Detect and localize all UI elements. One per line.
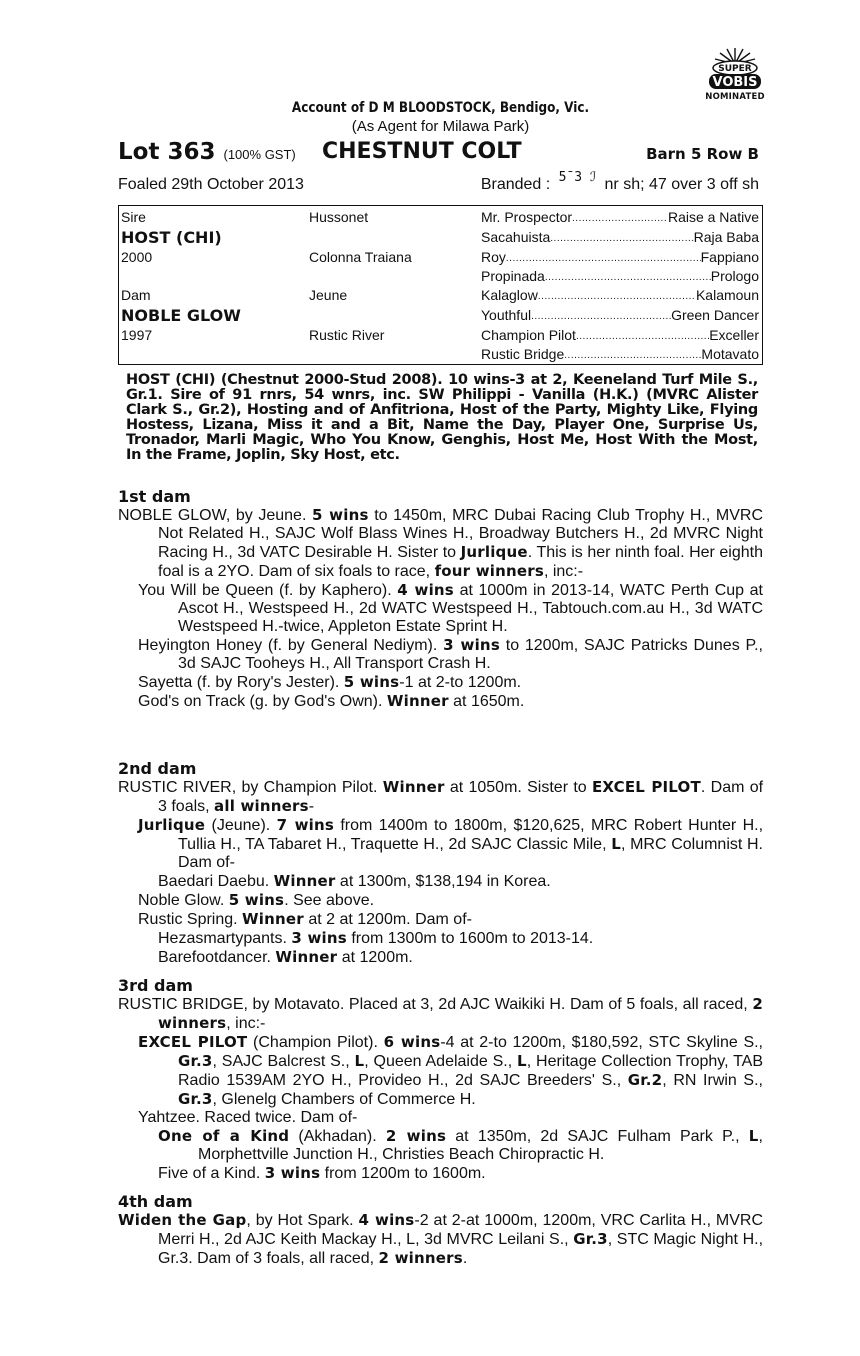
svg-text:SUPER: SUPER — [718, 64, 752, 74]
progeny-entry: Heyington Honey (f. by General Nediym). 3 wins to 1200m, SAJC Patricks Dunes P., 3d SAJC Tooheys H., All Transport Crash H. — [138, 636, 763, 672]
pedigree-g3-row: Rustic Bridge ..... Motavato — [481, 346, 759, 362]
super-vobis-logo — [700, 46, 770, 108]
dam-year: 1997 — [121, 327, 153, 343]
progeny-entry: Rustic Spring. Winner at 2 at 1200m. Dam of- — [138, 910, 472, 928]
third-dam-section — [118, 977, 763, 1183]
progeny-entry: Five of a Kind. 3 wins from 1200m to 1600m. — [158, 1164, 486, 1182]
dam-entry: NOBLE GLOW, by Jeune. 5 wins to 1450m, MRC Dubai Racing Club Trophy H., MVRC Not Related H., SAJC Wolf Blass Wines H., Broadway Butchers H., 2d MVRC Night Racing H., 3d VATC Desirable H. Sister to Jurlique. This is her ninth foal. Her eighth foal is a 2YO. Dam of six foals to race, four winners, inc:- — [118, 506, 763, 580]
pedigree-g3-row: Mr. Prospector ..... Raise a Native — [481, 209, 759, 225]
pedigree-g3-row: Sacahuista ..... Raja Baba — [481, 229, 759, 245]
pedigree-g3-row: Roy ..... Fappiano — [481, 249, 759, 265]
progeny-entry: EXCEL PILOT (Champion Pilot). 6 wins-4 at 2-to 1200m, $180,592, STC Skyline S., Gr.3, SAJC Balcrest S., L, Queen Adelaide S., L, Heritage Collection Trophy, TAB Radio 1539AM 2YO H., Provideo H., 2d SAJC Breeders' S., Gr.2, RN Irwin S., Gr.3, Glenelg Chambers of Commerce H. — [138, 1033, 764, 1108]
section-heading: 4th dam — [118, 1192, 193, 1211]
section-heading: 1st dam — [118, 487, 191, 506]
foaled-date: Foaled 29th October 2013 — [118, 176, 304, 193]
dam-name: NOBLE GLOW — [121, 306, 241, 325]
grandsire-sire: Hussonet — [309, 209, 369, 225]
progeny-entry: Yahtzee. Raced twice. Dam of- — [138, 1109, 358, 1126]
sire-label: Sire — [121, 209, 146, 225]
pedigree-g3-row: Propinada ..... Prologo — [481, 268, 759, 284]
vendor-agent: (As Agent for Milawa Park) — [351, 118, 530, 135]
progeny-entry: Hezasmartypants. 3 wins from 1300m to 1600m to 2013-14. — [158, 929, 594, 947]
sex-colour: CHESTNUT COLT — [322, 139, 522, 164]
granddam-dam: Rustic River — [309, 327, 385, 343]
section-heading: 3rd dam — [118, 976, 193, 995]
second-dam-section — [118, 760, 763, 967]
fourth-dam-section — [118, 1193, 763, 1268]
sire-name: HOST (CHI) — [121, 228, 222, 247]
progeny-entry: God's on Track (g. by God's Own). Winner at 1650m. — [138, 692, 525, 710]
vendor-account: Account of D M BLOODSTOCK, Bendigo, Vic. — [291, 100, 590, 116]
progeny-entry: Sayetta (f. by Rory's Jester). 5 wins-1 at 2-to 1200m. — [138, 673, 522, 691]
grandsire-dam: Jeune — [309, 287, 348, 303]
brand-mark: 5̄ 3 ℐ — [558, 170, 597, 185]
dam-entry: RUSTIC BRIDGE, by Motavato. Placed at 3, 2d AJC Waikiki H. Dam of 5 foals, all raced, 2 winners, inc:- — [118, 995, 763, 1032]
progeny-entry: Jurlique (Jeune). 7 wins from 1400m to 1800m, $120,625, MRC Robert Hunter H., Tullia H., TA Tabaret H., Traquette H., 2d SAJC Classic Mile, L, MRC Columnist H. Dam of- — [138, 816, 764, 871]
barn-location: Barn 5 Row B — [646, 145, 759, 163]
pedigree-g3-row: Youthful ..... Green Dancer — [481, 307, 759, 323]
progeny-entry: One of a Kind (Akhadan). 2 wins at 1350m, 2d SAJC Fulham Park P., L, Morphettville Junction H., Christies Beach Chiropractic H. — [158, 1127, 763, 1163]
progeny-entry: Noble Glow. 5 wins. See above. — [138, 891, 375, 909]
pedigree-g3-row: Champion Pilot ..... Exceller — [481, 327, 759, 343]
progeny-entry: Baedari Daebu. Winner at 1300m, $138,194 in Korea. — [158, 872, 551, 890]
progeny-entry: You Will be Queen (f. by Kaphero). 4 wins at 1000m in 2013-14, WATC Perth Cup at Ascot H., Westspeed H., 2d WATC Westspeed H., Tabtouch.com.au H., 3d WATC Westspeed H.-twice, Appleton Estate Sprint H. — [138, 581, 764, 635]
lot-header — [118, 139, 763, 167]
svg-text:VOBIS: VOBIS — [712, 75, 758, 90]
dam-entry: RUSTIC RIVER, by Champion Pilot. Winner at 1050m. Sister to EXCEL PILOT. Dam of 3 foals, all winners- — [118, 778, 764, 815]
brand-description: Branded : 5̄ 3 ℐ nr sh; 47 over 3 off sh — [480, 170, 759, 193]
dam-label: Dam — [121, 287, 151, 303]
section-heading: 2nd dam — [118, 759, 197, 778]
sire-summary: HOST (CHI) (Chestnut 2000-Stud 2008). 10 wins-3 at 2, Keeneland Turf Mile S., Gr.1. Sire of 91 rnrs, 54 wnrs, inc. SW Philippi - Vanilla (H.K.) (MVRC Alister Clark S., Gr.2), Hosting and of Anfitriona, Host of the Party, Mighty Like, Flying Hostess, Lizana, Miss it and a Bit, Name the Day, Player One, Surprise Us, Tronador, Marli Magic, Who You Know, Genghis, Host Me, Host With the Most, In the Frame, Joplin, Sky Host, etc. — [126, 372, 758, 463]
sire-year: 2000 — [121, 249, 153, 265]
super-vobis-emblem-icon — [703, 46, 767, 94]
pedigree-table — [118, 205, 763, 365]
first-dam-section — [118, 488, 763, 711]
gst-note: (100% GST) — [223, 147, 296, 162]
lot-number: Lot 363 (100% GST) — [118, 139, 296, 165]
logo-nominated-text: NOMINATED — [705, 92, 765, 102]
pedigree-g3-row: Kalaglow ..... Kalamoun — [481, 287, 759, 303]
granddam-sire: Colonna Traiana — [309, 249, 412, 265]
dam-entry: Widen the Gap, by Hot Spark. 4 wins-2 at 2-at 1000m, 1200m, VRC Carlita H., MVRC Merri H., 2d AJC Keith Mackay H., L, 3d MVRC Leilani S., Gr.3, STC Magic Night H., Gr.3. Dam of 3 foals, all raced, 2 winners. — [118, 1211, 764, 1267]
progeny-entry: Barefootdancer. Winner at 1200m. — [158, 948, 413, 966]
